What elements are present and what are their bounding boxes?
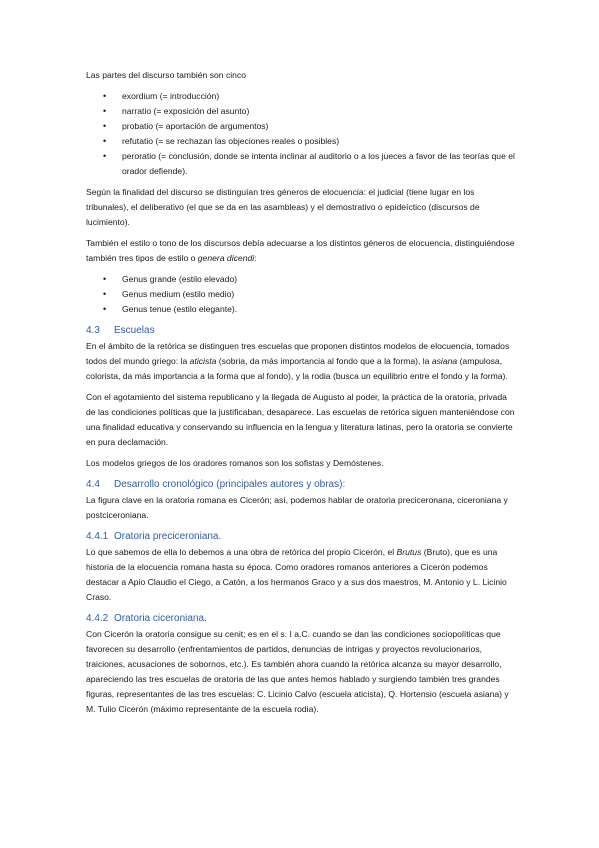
section-title: Desarrollo cronológico (principales autores y obras):	[114, 479, 346, 490]
section-heading-4-4	[86, 477, 518, 492]
paragraph-modelos: Los modelos griegos de los oradores romanos son los sofistas y Demóstenes.	[86, 458, 384, 468]
italic-term: asiana	[431, 356, 458, 366]
list-item: • exordium (= introducción)	[86, 89, 518, 104]
paragraph-ciceron-clave: La figura clave en la oratoria romana es Cicerón; así, podemos hablar de oratoria preciceronana, ciceroniana y postciceroniana.	[86, 495, 508, 520]
italic-term: genera dicendi	[197, 253, 255, 263]
section-title: Oratoria preciceroniana.	[114, 531, 222, 542]
section-heading-4-4-1	[86, 529, 518, 544]
section-heading-4-3	[86, 323, 518, 338]
list-item: • refutatio (= se rechazan las objeciones reales o posibles)	[86, 134, 518, 149]
text-span: También el estilo o tono de los discursos debía adecuarse a los distintos géneros de elocuencia, distinguiéndose también tres tipos de estilo o	[86, 238, 515, 263]
section-title: Escuelas	[114, 325, 155, 336]
list-item: • Genus medium (estilo medio)	[86, 287, 518, 302]
text-span: (Bruto), que es una historia de la elocuencia romana hasta su época. Como oradores romanos anteriores a Cicerón podemos destacar a Apio Claudio el Ciego, a Catón, a los hermanos Graco y a sus dos maestros, M. Antonio y L. Licinio Craso.	[86, 547, 507, 602]
discourse-parts-list	[86, 89, 518, 179]
list-item: • peroratio (= conclusión, donde se intenta inclinar al auditorio o a los jueces a favor de las teorías que el orador defiende).	[86, 149, 518, 179]
paragraph-escuelas	[86, 339, 518, 384]
paragraph-estilo	[86, 236, 518, 266]
intro-text: Las partes del discurso también son cinco	[86, 70, 247, 80]
section-number: 4.4	[86, 479, 100, 490]
list-item: • narratio (= exposición del asunto)	[86, 104, 518, 119]
genus-list	[86, 272, 518, 317]
paragraph-preciceroniana	[86, 545, 518, 605]
list-item: • Genus tenue (estilo elegante).	[86, 302, 518, 317]
section-title: Oratoria ciceroniana.	[114, 613, 207, 624]
section-heading-4-4-2	[86, 611, 518, 626]
paragraph-augusto: Con el agotamiento del sistema republicano y la llegada de Augusto al poder, la práctica de la oratoria, privada de las condiciones políticas que la justificaban, desaparece. Las escuelas de retórica siguen manteniéndose con una finalidad educativa y conservando su influencia en la lengua y literatura latinas, pero la oratoria se convierte en pura declamación.	[86, 392, 515, 447]
section-number: 4.4.2	[86, 613, 109, 624]
italic-term: aticista	[189, 356, 217, 366]
text-span: :	[254, 253, 257, 263]
text-span: (sobria, da más importancia al fondo que a la forma), la	[216, 356, 432, 366]
list-item: • probatio (= aportación de argumentos)	[86, 119, 518, 134]
text-span: Lo que sabemos de ella lo debemos a una obra de retórica del propio Cicerón, el	[86, 547, 397, 557]
list-item: • Genus grande (estilo elevado)	[86, 272, 518, 287]
paragraph-generos: Según la finalidad del discurso se distinguían tres géneros de elocuencia: el judicial (tiene lugar en los tribunales), el deliberativo (el que se da en las asambleas) y el demostrativo o epideíctico (discursos de lucimiento).	[86, 187, 480, 227]
section-number: 4.3	[86, 325, 100, 336]
paragraph-ciceroniana: Con Cicerón la oratoria consigue su cenit; es en el s. I a.C. cuando se dan las condiciones sociopolíticas que favorecen su desarrollo (enfrentamientos de partidos, denuncias de intrigas y proyectos revolucionarios, traiciones, acusaciones de sobornos, etc.). Es también ahora cuando la retórica alcanza su mayor desarrollo, apareciendo las tres escuelas de oratoria de las que antes hemos hablado y surgiendo también tres grandes figuras, representantes de las tres escuelas: C. Licinio Calvo (escuela aticista), Q. Hortensio (escuela asiana) y M. Tulio Cicerón (máximo representante de la escuela rodia).	[86, 629, 509, 714]
italic-term: Brutus	[396, 547, 422, 557]
text-span: En el ámbito de la retórica se distinguen tres escuelas que proponen distintos modelos de elocuencia, tomados todos del mundo griego: la	[86, 341, 510, 366]
section-number: 4.4.1	[86, 531, 109, 542]
document-page	[86, 68, 518, 723]
text-span: (ampulosa, colorista, da más importancia a la forma que al fondo), y la rodia (busca un equilibrio entre el fondo y la forma).	[86, 356, 508, 381]
